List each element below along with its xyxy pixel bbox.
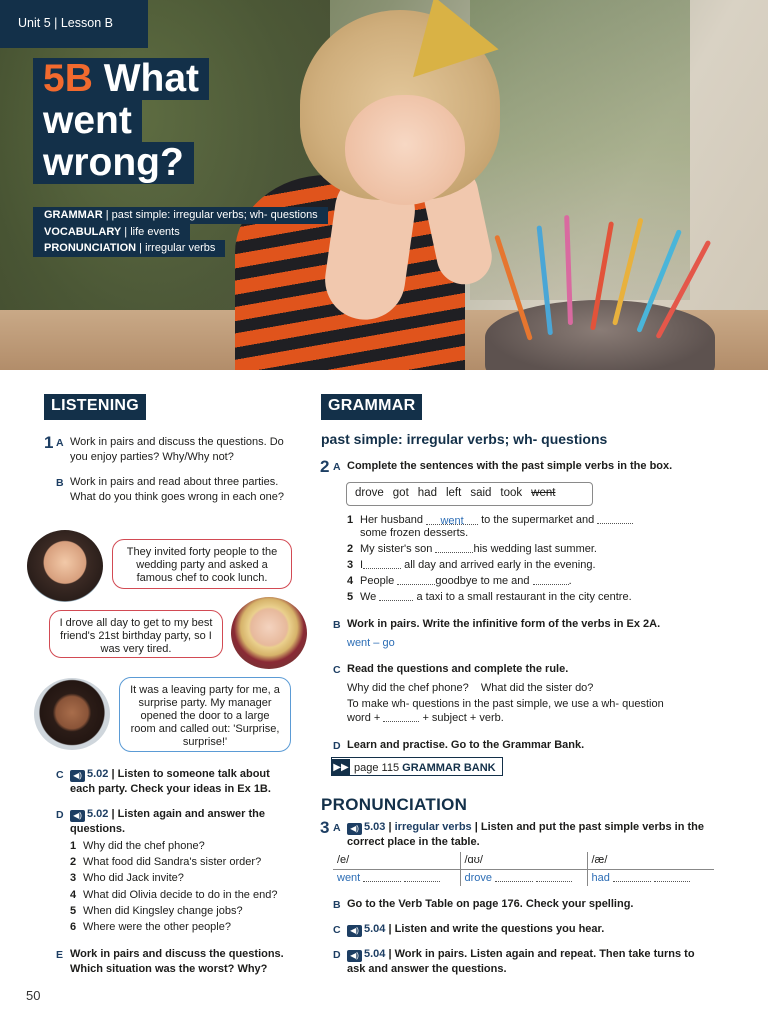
- box-word: got: [392, 487, 409, 499]
- list-item: 4 What did Olivia decide to do in the end?: [70, 888, 278, 901]
- audio-track[interactable]: 5.04: [364, 948, 386, 960]
- list-item: 6 Where were the other people?: [70, 921, 231, 934]
- girl-face: [345, 95, 465, 205]
- instruction-1b: Work in pairs and read about three parties. What do you think goes wrong in each one?: [70, 476, 285, 503]
- page-number: 50: [26, 988, 41, 1003]
- avatar-man: [34, 678, 110, 750]
- list-item: 1 Her husband went to the supermarket and some frozen desserts.: [347, 514, 727, 540]
- instruction-3d: ◀) 5.04 | Work in pairs. Listen again and repeat. Then take turns to ask and answer the questions.: [347, 948, 695, 975]
- list-item: 5 We a taxi to a small restaurant in the city centre.: [347, 591, 632, 603]
- box-word: took: [500, 487, 523, 499]
- instruction-3b: Go to the Verb Table on page 176. Check your spelling.: [347, 898, 634, 910]
- instruction-1a: Work in pairs and discuss the questions. Do you enjoy parties? Why/Why not?: [70, 436, 284, 463]
- list-item: 5 When did Kingsley change jobs?: [70, 904, 243, 917]
- sound-table: [333, 852, 714, 886]
- example-answer: went: [440, 515, 464, 527]
- lesson-title: 5B What went wrong?: [33, 58, 209, 184]
- exercise-number: 1: [44, 433, 54, 452]
- answer-blank[interactable]: [397, 575, 435, 585]
- instruction-1d: ◀) 5.02 | Listen again and answer the questions.: [70, 808, 265, 835]
- box-word-used: went: [531, 487, 556, 499]
- speech-bubble-3: It was a leaving party for me, a surprise party. My manager opened the door to a large room and called out: 'Surprise, surprise!': [119, 677, 291, 752]
- table-cell[interactable]: drove: [460, 869, 587, 886]
- comprehension-questions: [70, 838, 277, 935]
- speech-bubble-2: I drove all day to get to my best friend's 21st birthday party, so I was very tired.: [49, 610, 223, 658]
- focus-grammar: GRAMMAR | past simple: irregular verbs; wh- questions: [33, 207, 328, 224]
- answer-blank[interactable]: [379, 591, 413, 601]
- pronunciation-heading: PRONUNCIATION: [321, 795, 468, 814]
- answer-blank[interactable]: [435, 543, 473, 553]
- box-word: drove: [355, 487, 384, 499]
- audio-track[interactable]: 5.02: [87, 808, 109, 820]
- instruction-2d: Learn and practise. Go to the Grammar Bank.: [347, 739, 585, 751]
- table-header: /æ/: [587, 852, 714, 869]
- fast-forward-icon: ▶▶: [332, 759, 350, 776]
- instruction-2b: Work in pairs. Write the infinitive form of the verbs in Ex 2A.: [347, 618, 661, 630]
- box-word: left: [445, 487, 462, 499]
- instruction-2a: Complete the sentences with the past simple verbs in the box.: [347, 460, 673, 472]
- grammar-subheading: past simple: irregular verbs; wh- questions: [321, 431, 608, 447]
- exercise-number: 3: [320, 818, 330, 837]
- grammar-rule: To make wh- questions in the past simple, we use a wh- question word + + subject + verb.: [347, 698, 664, 724]
- unit-lesson-tag: Unit 5 | Lesson B: [0, 0, 148, 48]
- grammar-heading: GRAMMAR: [321, 394, 422, 420]
- list-item: 3 Who did Jack invite?: [70, 872, 184, 885]
- table-cell[interactable]: had: [587, 869, 714, 886]
- grammar-bank-link[interactable]: ▶▶ page 115 GRAMMAR BANK: [331, 757, 503, 776]
- instruction-3c: ◀) 5.04 | Listen and write the questions you hear.: [347, 922, 707, 937]
- avatar-woman: [27, 530, 103, 602]
- audio-icon[interactable]: ◀): [70, 810, 85, 822]
- table-header: /e/: [333, 852, 460, 869]
- audio-icon[interactable]: ◀): [347, 950, 362, 962]
- speech-bubble-1: They invited forty people to the wedding party and asked a famous chef to cook lunch.: [112, 539, 292, 589]
- answer-blank[interactable]: [363, 559, 401, 569]
- focus-pronunciation: PRONUNCIATION | irregular verbs: [33, 240, 225, 257]
- gap-fill-sentences: [347, 514, 727, 607]
- avatar-blonde-woman: [231, 597, 307, 669]
- instruction-3a: ◀) 5.03 | irregular verbs | Listen and put the past simple verbs in the correct place in the table.: [347, 821, 704, 848]
- table-header: /ɑʊ/: [460, 852, 587, 869]
- lesson-focus: [33, 207, 328, 257]
- example-questions: Why did the chef phone? What did the sister do?: [347, 682, 594, 694]
- word-box: [346, 482, 593, 506]
- box-word: said: [470, 487, 492, 499]
- list-item: 2 My sister's son his wedding last summer.: [347, 543, 597, 555]
- instruction-1e: Work in pairs and discuss the questions. Which situation was the worst? Why?: [70, 948, 284, 975]
- box-word: had: [417, 487, 437, 499]
- list-item: 4 People goodbye to me and .: [347, 575, 572, 587]
- audio-track[interactable]: 5.02: [87, 768, 109, 780]
- example-answer: went – go: [347, 637, 395, 649]
- exercise-number: 2: [320, 457, 330, 476]
- audio-icon[interactable]: ◀): [347, 823, 362, 835]
- lesson-number: 5B: [43, 57, 93, 100]
- instruction-2c: Read the questions and complete the rule.: [347, 663, 569, 675]
- audio-icon[interactable]: ◀): [70, 770, 85, 782]
- answer-blank[interactable]: [383, 712, 419, 722]
- list-item: 1 Why did the chef phone?: [70, 840, 205, 852]
- audio-track[interactable]: 5.04: [364, 923, 386, 935]
- hero-photo: [0, 0, 768, 370]
- listening-heading: LISTENING: [44, 394, 146, 420]
- instruction-1c: ◀) 5.02 | Listen to someone talk about each party. Check your ideas in Ex 1B.: [70, 768, 271, 795]
- audio-track[interactable]: 5.03: [364, 821, 386, 833]
- table-cell[interactable]: went: [333, 869, 460, 886]
- audio-icon[interactable]: ◀): [347, 925, 362, 937]
- list-item: 3 I all day and arrived early in the evening.: [347, 559, 596, 571]
- answer-blank[interactable]: [533, 575, 569, 585]
- answer-blank[interactable]: [597, 514, 633, 524]
- list-item: 2 What food did Sandra's sister order?: [70, 856, 262, 869]
- focus-vocabulary: VOCABULARY | life events: [33, 224, 190, 241]
